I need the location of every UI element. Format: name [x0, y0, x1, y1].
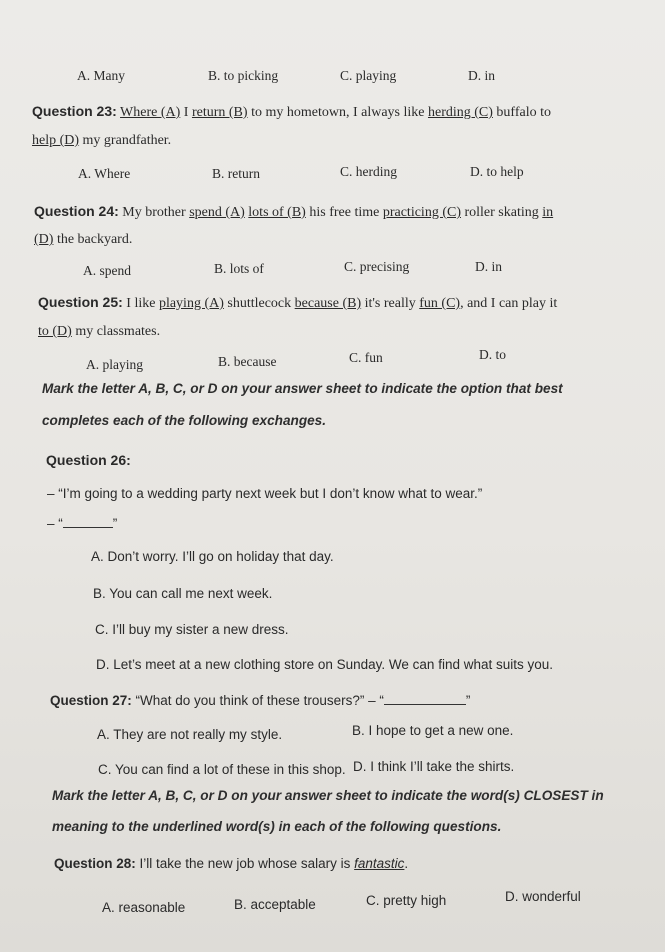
- q24-underlined-d-word: in: [542, 205, 554, 220]
- q27-quote-close: ”: [465, 693, 471, 708]
- q26-option-c: C. I’ll buy my sister a new dress.: [95, 622, 289, 637]
- q25-text: my classmates.: [71, 324, 161, 339]
- q24-option-b: B. lots of: [214, 261, 264, 276]
- q25-text: , and I can play it: [460, 296, 558, 311]
- q26-prompt: – “I’m going to a wedding party next week but I don’t know what to wear.”: [47, 486, 483, 501]
- q26-quote-open: – “: [47, 516, 63, 531]
- q25-option-b: B. because: [218, 354, 277, 369]
- instruction-exchanges-line2: completes each of the following exchanges.: [42, 413, 327, 428]
- q23-text: I: [180, 105, 192, 120]
- question-label: Question 28:: [54, 856, 136, 871]
- q24-option-c: C. precising: [344, 259, 410, 274]
- q23-text: my grandfather.: [79, 133, 172, 148]
- q26-option-b: B. You can call me next week.: [93, 586, 273, 601]
- instruction-closest-line1: Mark the letter A, B, C, or D on your answer sheet to indicate the word(s) CLOSEST in: [52, 788, 604, 803]
- q28-option-b: B. acceptable: [234, 897, 316, 912]
- q24-underlined-a: spend (A): [189, 205, 245, 220]
- q25-text: it's really: [361, 296, 420, 311]
- q23-stem-line1: [32, 103, 551, 121]
- q25-underlined-d: to (D): [38, 324, 72, 339]
- q25-underlined-b: because (B): [294, 296, 362, 311]
- q25-option-d: D. to: [479, 347, 506, 362]
- q26-option-a: A. Don’t worry. I’ll go on holiday that day.: [91, 549, 334, 564]
- q25-option-c: C. fun: [349, 350, 383, 365]
- q25-stem-line2: [38, 324, 160, 340]
- q24-underlined-b: lots of (B): [248, 205, 306, 220]
- q28-option-a: A. reasonable: [102, 900, 186, 915]
- q23-option-b: B. return: [212, 166, 260, 181]
- q22-option-d: D. in: [468, 68, 495, 83]
- q24-text: roller skating: [460, 205, 543, 220]
- q23-option-d: D. to help: [470, 164, 524, 179]
- q25-underlined-c: fun (C): [419, 296, 461, 311]
- q27-stem: [50, 692, 470, 708]
- q23-underlined-c: herding (C): [427, 105, 493, 120]
- q22-option-a: A. Many: [77, 68, 125, 83]
- q27-option-a: A. They are not really my style.: [97, 727, 283, 742]
- q24-option-d: D. in: [475, 259, 502, 274]
- question-label: Question 24:: [34, 203, 119, 219]
- q27-option-d: D. I think I’ll take the shirts.: [353, 759, 515, 774]
- q24-option-a: A. spend: [83, 263, 131, 278]
- q28-text: I’ll take the new job whose salary is: [135, 856, 355, 871]
- q24-underlined-d: (D): [34, 232, 54, 247]
- q28-option-d: D. wonderful: [505, 889, 581, 904]
- q22-option-b: B. to picking: [208, 68, 279, 83]
- q28-stem: [54, 856, 408, 871]
- question-label: Question 27:: [50, 693, 132, 708]
- q25-text: shuttlecock: [223, 296, 295, 311]
- q24-stem-line2: [34, 232, 132, 248]
- q27-text: “What do you think of these trousers?” – “: [131, 693, 384, 708]
- q26-response-blank: [47, 515, 117, 531]
- q28-option-c: C. pretty high: [366, 893, 447, 908]
- q22-option-c: C. playing: [340, 68, 397, 83]
- q23-underlined-d: help (D): [32, 133, 80, 148]
- q24-stem-line1: [34, 203, 553, 221]
- q23-option-a: A. Where: [78, 166, 131, 181]
- instruction-exchanges-line1: Mark the letter A, B, C, or D on your answer sheet to indicate the option that best: [42, 381, 563, 396]
- q25-option-a: A. playing: [86, 357, 143, 372]
- q24-text: his free time: [305, 205, 383, 220]
- q23-text: to my hometown, I always like: [247, 105, 428, 120]
- q27-option-c: C. You can find a lot of these in this shop.: [98, 762, 346, 777]
- q25-underlined-a: playing (A): [158, 296, 224, 311]
- q23-underlined-a: Where (A): [120, 105, 181, 120]
- q25-stem-line1: [38, 294, 557, 312]
- answer-blank: [63, 515, 113, 528]
- q24-underlined-c: practicing (C): [382, 205, 461, 220]
- q23-option-c: C. herding: [340, 164, 397, 179]
- q26-option-d: D. Let’s meet at a new clothing store on Sunday. We can find what suits you.: [96, 657, 554, 672]
- q26-quote-close: ”: [112, 516, 118, 531]
- instruction-closest-line2: meaning to the underlined word(s) in each of the following questions.: [52, 819, 502, 834]
- question-label: Question 26:: [46, 452, 131, 468]
- q28-underlined-word: fantastic: [354, 856, 405, 871]
- q27-option-b: B. I hope to get a new one.: [352, 723, 514, 738]
- q23-underlined-b: return (B): [191, 105, 248, 120]
- q24-text: My brother: [118, 205, 190, 220]
- question-label: Question 23:: [32, 103, 117, 119]
- question-label: Question 25:: [38, 294, 123, 310]
- q23-text: buffalo to: [492, 105, 551, 120]
- q28-text-end: .: [404, 856, 409, 871]
- answer-blank: [384, 692, 466, 705]
- q25-text: I like: [122, 296, 159, 311]
- q23-stem-line2: [32, 133, 171, 149]
- q24-text: the backyard.: [53, 232, 133, 247]
